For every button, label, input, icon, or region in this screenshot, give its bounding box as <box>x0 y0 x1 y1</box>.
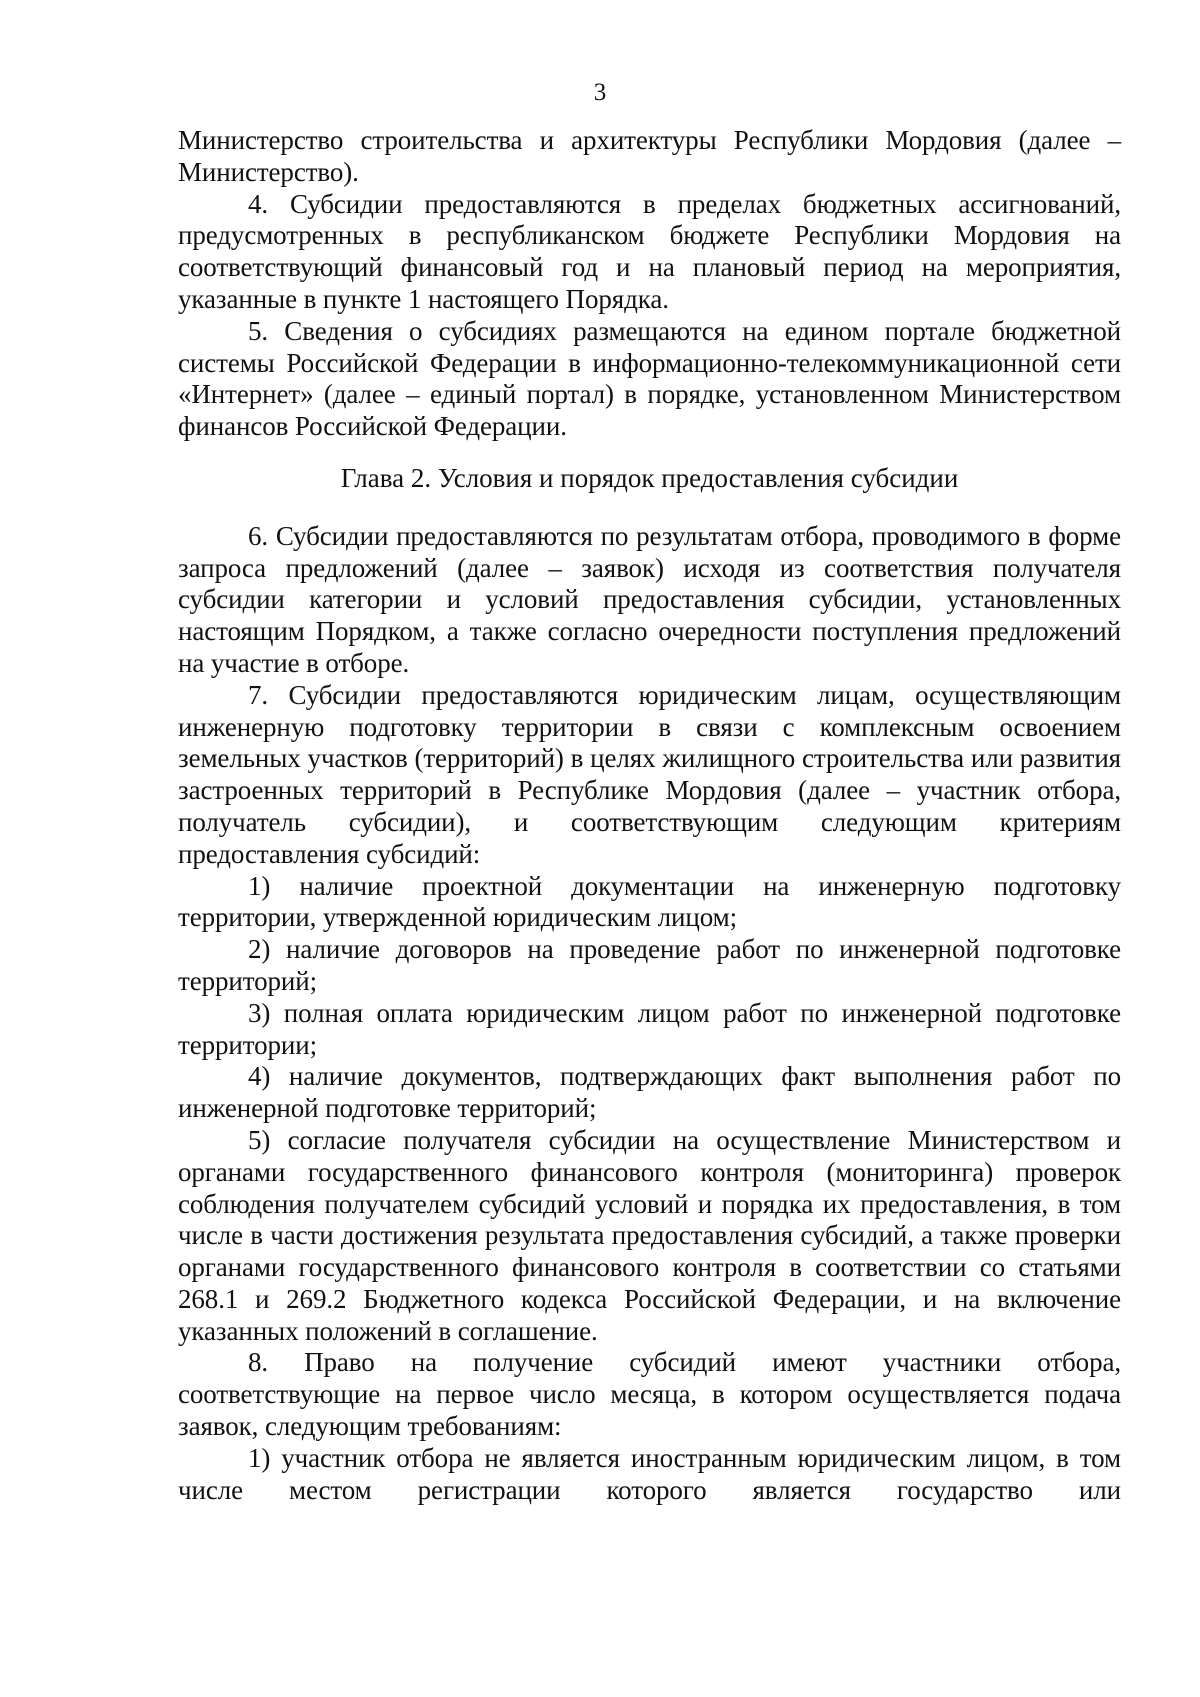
criteria-item-1: 1) наличие проектной документации на инженерную подготовку территории, утвержденной юридическим лицом; <box>178 870 1121 933</box>
paragraph-8: 8. Право на получение субсидий имеют участники отбора, соответствующие на первое число месяца, в котором осуществляется подача заявок, следующим требованиям: <box>178 1347 1121 1442</box>
criteria-item-4: 4) наличие документов, подтверждающих факт выполнения работ по инженерной подготовке территорий; <box>178 1061 1121 1124</box>
paragraph-ministry: Министерство строительства и архитектуры Республики Мордовия (далее – Министерство). <box>178 125 1121 187</box>
document-body <box>178 125 1121 1506</box>
paragraph-5: 5. Сведения о субсидиях размещаются на едином портале бюджетной системы Российской Федерации в информационно-телекоммуникационной сети «Интернет» (далее – единый портал) в порядке, установленном Министерством финансов Российской Федерации. <box>178 315 1121 442</box>
paragraph-6: 6. Субсидии предоставляются по результатам отбора, проводимого в форме запроса предложений (далее – заявок) исходя из соответствия получателя субсидии категории и условий предоставления субсидии, установленных настоящим Порядком, а также согласно очередности поступления предложений на участие в отборе. <box>178 520 1121 678</box>
criteria-item-3: 3) полная оплата юридическим лицом работ по инженерной подготовке территории; <box>178 997 1121 1060</box>
chapter-heading: Глава 2. Условия и порядок предоставления субсидии <box>340 462 959 493</box>
criteria-item-2: 2) наличие договоров на проведение работ по инженерной подготовке территорий; <box>178 934 1121 996</box>
page-number: 3 <box>593 79 607 106</box>
paragraph-4: 4. Субсидии предоставляются в пределах бюджетных ассигнований, предусмотренных в республиканском бюджете Республики Мордовия на соответствующий финансовый год и на плановый период на мероприятия, указанные в пункте 1 настоящего Порядка. <box>178 188 1121 314</box>
requirement-item-1: 1) участник отбора не является иностранным юридическим лицом, в том числе местом регистрации которого является государство или <box>178 1442 1121 1505</box>
paragraph-7: 7. Субсидии предоставляются юридическим лицам, осуществляющим инженерную подготовку территории в связи с комплексным освоением земельных участков (территорий) в целях жилищного строительства или развития застроенных территорий в Республике Мордовия (далее – участник отбора, получатель субсидии), и соответствующим следующим критериям предоставления субсидий: <box>178 679 1121 869</box>
criteria-item-5: 5) согласие получателя субсидии на осуществление Министерством и органами государственного финансового контроля (мониторинга) проверок соблюдения получателем субсидий условий и порядка их предоставления, в том числе в части достижения результата предоставления субсидий, а также проверки органами государственного финансового контроля в соответствии со статьями 268.1 и 269.2 Бюджетного кодекса Российской Федерации, и на включение указанных положений в соглашение. <box>178 1124 1121 1346</box>
